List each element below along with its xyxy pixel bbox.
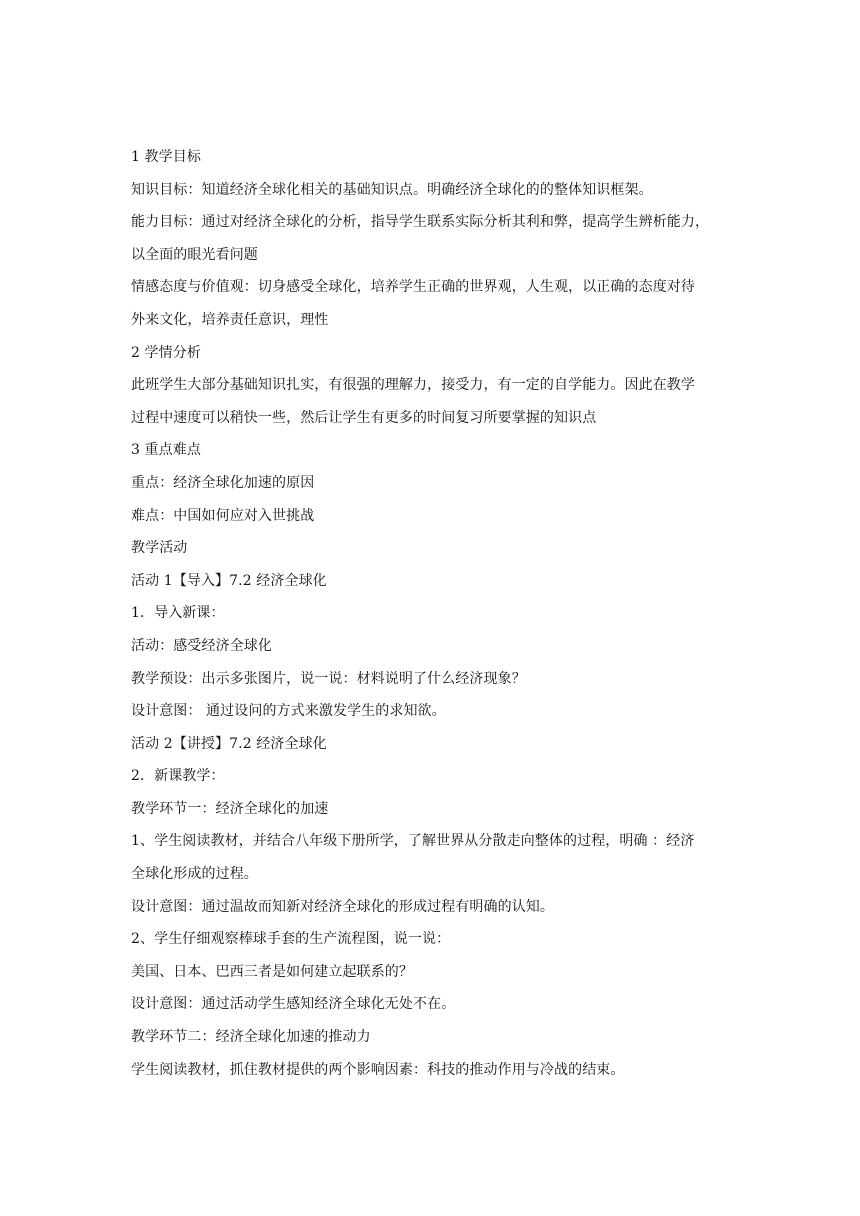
paragraph-intro-new-lesson: 1．导入新课：: [131, 605, 225, 622]
paragraph-teaching-stage-1: 教学环节一：经济全球化的加速: [131, 800, 329, 817]
paragraph-ability-goal-line-1: 能力目标：通过对经济全球化的分析，指导学生联系实际分析其利和弊，提高学生辨析能力，: [131, 214, 710, 231]
paragraph-new-lesson-teaching: 2．新课教学：: [131, 768, 225, 785]
paragraph-step-1-line-2: 全球化形成的过程。: [131, 866, 258, 883]
paragraph-design-intent-3: 设计意图：通过活动学生感知经济全球化无处不在。: [131, 996, 456, 1013]
heading-activity-2: 活动 2【讲授】7.2 经济全球化: [131, 735, 327, 752]
document-body: [131, 143, 731, 1088]
heading-teaching-goals: 1 教学目标: [131, 149, 201, 165]
paragraph-step-1-line-1: 1、学生阅读教材，并结合八年级下册所学，了解世界从分散走向整体的过程，明确 ：经济: [131, 833, 695, 850]
paragraph-emotion-goal-line-1: 情感态度与价值观：切身感受全球化，培养学生正确的世界观，人生观，以正确的态度对待: [131, 279, 695, 296]
paragraph-design-intent-2: 设计意图：通过温故而知新对经济全球化的形成过程有明确的认知。: [131, 898, 554, 915]
paragraph-ability-goal-line-2: 以全面的眼光看问题: [131, 246, 258, 263]
paragraph-emotion-goal-line-2: 外来文化，培养责任意识，理性: [131, 311, 329, 328]
heading-student-analysis: 2 学情分析: [131, 344, 201, 361]
paragraph-step-2: 2、学生仔细观察棒球手套的生产流程图，说一说：: [131, 931, 451, 948]
paragraph-difficult-point: 难点：中国如何应对入世挑战: [131, 507, 315, 524]
heading-teaching-activities: 教学活动: [131, 540, 188, 557]
paragraph-activity-feel-globalization: 活动：感受经济全球化: [131, 637, 272, 654]
paragraph-key-point: 重点：经济全球化加速的原因: [131, 474, 315, 491]
paragraph-step-2-question: 美国、日本、巴西三者是如何建立起联系的？: [131, 963, 413, 980]
paragraph-teaching-preset: 教学预设：出示多张图片，说一说：材料说明了什么经济现象？: [131, 670, 526, 687]
paragraph-stage-2-reading: 学生阅读教材，抓住教材提供的两个影响因素：科技的推动作用与冷战的结束。: [131, 1061, 625, 1078]
paragraph-student-analysis-line-2: 过程中速度可以稍快一些，然后让学生有更多的时间复习所要掌握的知识点: [131, 409, 597, 426]
paragraph-teaching-stage-2: 教学环节二：经济全球化加速的推动力: [131, 1029, 371, 1046]
heading-activity-1: 活动 1【导入】7.2 经济全球化: [131, 572, 327, 589]
paragraph-knowledge-goal: 知识目标：知道经济全球化相关的基础知识点。明确经济全球化的的整体知识框架。: [131, 181, 653, 198]
paragraph-design-intent-1: 设计意图： 通过设问的方式来激发学生的求知欲。: [131, 703, 446, 720]
heading-key-points: 3 重点难点: [131, 442, 201, 459]
paragraph-student-analysis-line-1: 此班学生大部分基础知识扎实，有很强的理解力，接受力，有一定的自学能力。因此在教学: [131, 377, 695, 394]
